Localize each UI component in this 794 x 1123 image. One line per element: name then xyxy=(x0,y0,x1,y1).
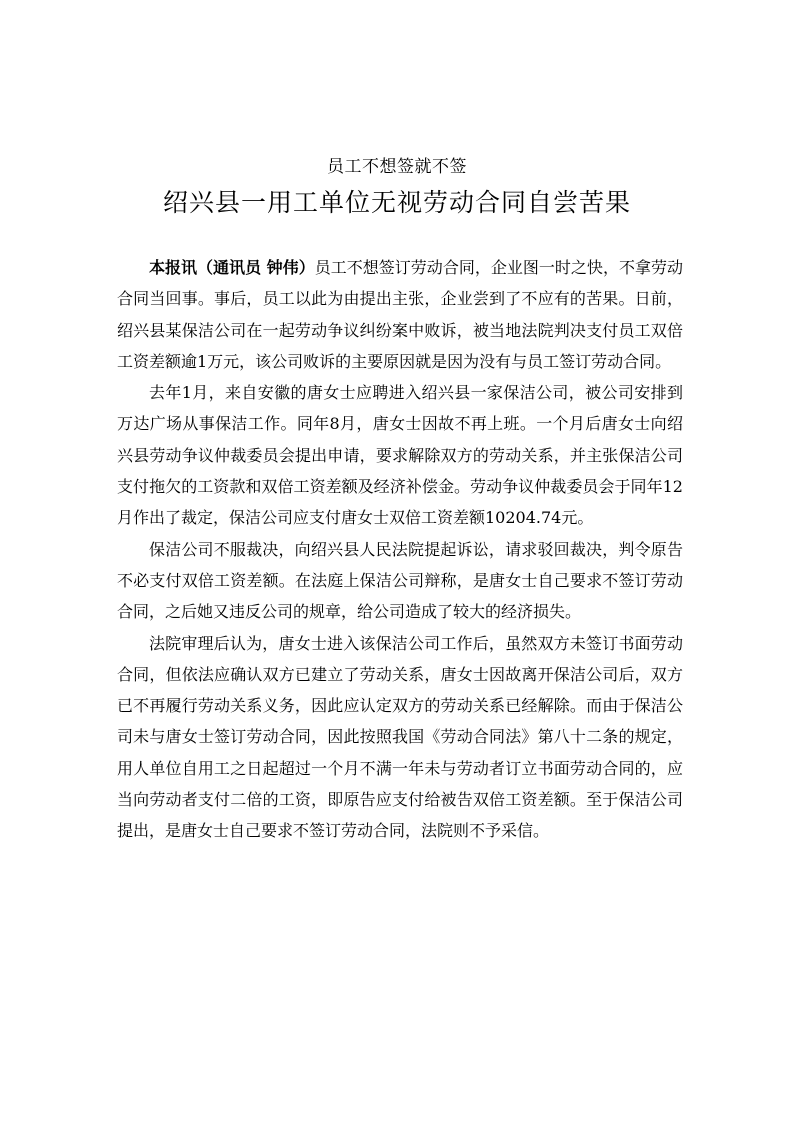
article-subtitle: 员工不想签就不签 xyxy=(327,157,467,177)
article-lead: 本报讯（通讯员 钟伟） xyxy=(149,258,315,277)
paragraph-1 xyxy=(117,252,683,377)
paragraph-2: 去年1月，来自安徽的唐女士应聘进入绍兴县一家保洁公司，被公司安排到万达广场从事保洁工作。同年8月，唐女士因故不再上班。一个月后唐女士向绍兴县劳动争议仲裁委员会提出申请，要求解除双方的劳动关系，并主张保洁公司支付拖欠的工资款和双倍工资差额及经济补偿金。劳动争议仲裁委员会于同年12月作出了裁定，保洁公司应支付唐女士双倍工资差额10204.74元。 xyxy=(117,383,683,528)
paragraph-3: 保洁公司不服裁决，向绍兴县人民法院提起诉讼，请求驳回裁决，判令原告不必支付双倍工资差额。在法庭上保洁公司辩称，是唐女士自己要求不签订劳动合同，之后她又违反公司的规章，给公司造成了较大的经济损失。 xyxy=(117,539,683,622)
article-title: 绍兴县一用工单位无视劳动合同自尝苦果 xyxy=(162,188,631,217)
article-body xyxy=(117,252,683,847)
paragraph-4: 法院审理后认为，唐女士进入该保洁公司工作后，虽然双方未签订书面劳动合同，但依法应确认双方已建立了劳动关系，唐女士因故离开保洁公司后，双方已不再履行劳动关系义务，因此应认定双方的劳动关系已经解除。而由于保洁公司未与唐女士签订劳动合同，因此按照我国《劳动合同法》第八十二条的规定，用人单位自用工之日起超过一个月不满一年未与劳动者订立书面劳动合同的，应当向劳动者支付二倍的工资，即原告应支付给被告双倍工资差额。至于保洁公司提出，是唐女士自己要求不签订劳动合同，法院则不予采信。 xyxy=(117,633,683,841)
paragraph-1-text: 员工不想签订劳动合同，企业图一时之快，不拿劳动合同当回事。事后，员工以此为由提出主张，企业尝到了不应有的苦果。日前，绍兴县某保洁公司在一起劳动争议纠纷案中败诉，被当地法院判决支付员工双倍工资差额逾1万元，该公司败诉的主要原因就是因为没有与员工签订劳动合同。 xyxy=(117,258,683,371)
